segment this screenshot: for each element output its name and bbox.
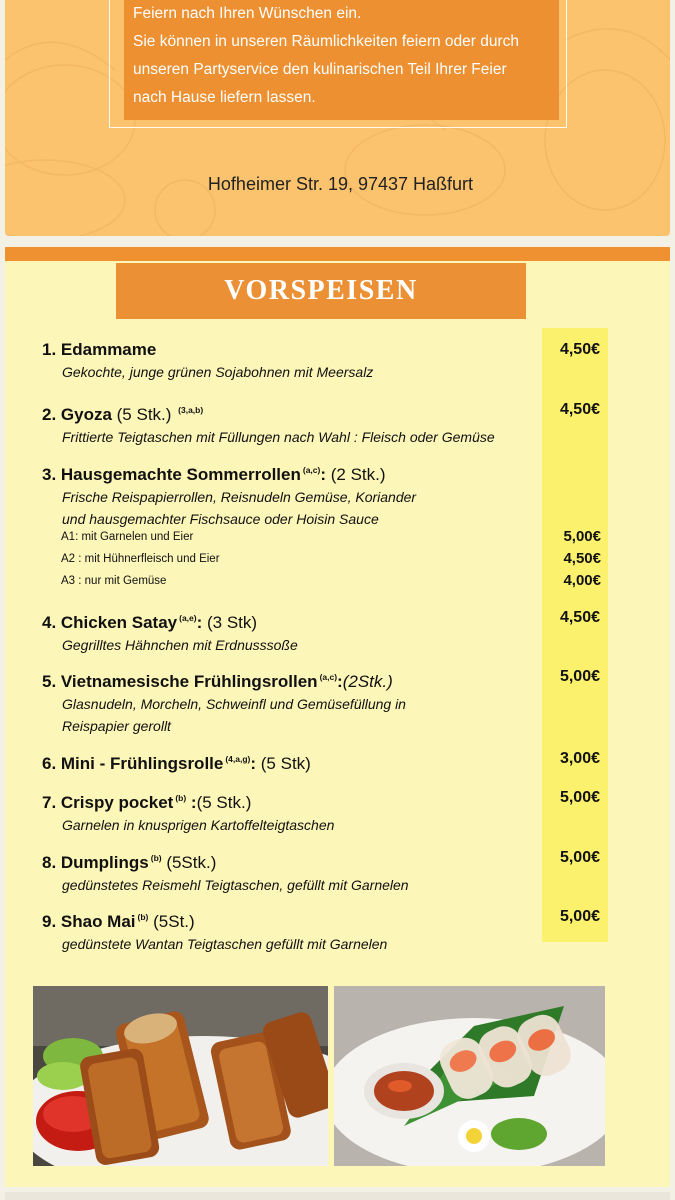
item-name: 2. Gyoza — [42, 405, 112, 424]
menu-item: 6. Mini - Frühlingsrolle $^{(4,a,g)}$: (5 Stk) 3,00€ — [42, 750, 600, 773]
menu-item: 7. Crispy pocket $^{(b)}$ :(5 Stk.) Garnelen in knusprigen Kartoffelteigtaschen 5,00€ — [42, 787, 602, 836]
item-name: 8. Dumplings — [42, 853, 149, 872]
allergen-codes: (b) — [175, 793, 187, 803]
menu-item: 3. Hausgemachte Sommerrollen $^{(a,c)}$: (2 Stk.) Frische Reispapierrollen, Reisnudeln Gemüse, Koriander und hausgemachter Fischsauce oder Hoisin Sauce — [42, 459, 602, 530]
item-portion: (5 Stk.) — [111, 405, 177, 424]
item-variant — [61, 526, 603, 548]
menu-item — [42, 906, 602, 955]
item-portion: (5 Stk) — [256, 754, 311, 773]
allergen-codes: (b) — [150, 853, 162, 863]
item-name: 7. Crispy pocket — [42, 793, 174, 812]
intro-text-box — [124, 0, 559, 120]
menu-item: 4. Chicken Satay $^{(a,e)}$: (3 Stk) Gegrilltes Hähnchen mit Erdnusssoße 4,50€ — [42, 607, 602, 656]
allergen-codes: (4,a,g) — [225, 754, 251, 764]
menu-item: 5. Vietnamesische Frühlingsrollen $^{(a,c)}$:(2Stk.) Glasnudeln, Morcheln, Schweinfl und Gemüsefüllung in Reispapier gerollt 5,00€ — [42, 666, 602, 737]
item-price: 5,00€ — [559, 668, 600, 685]
item-price: 5,00€ — [559, 849, 600, 866]
intro-line: Sie können in unseren Räumlichkeiten feiern oder durch — [133, 33, 520, 50]
item-variant — [61, 570, 603, 592]
item-description: Frische Reispapierrollen, Reisnudeln Gemüse, Koriander — [62, 489, 417, 505]
item-price: 5,00€ — [559, 908, 600, 925]
variant-price: 4,00€ — [563, 572, 601, 589]
allergen-codes: (a,c) — [319, 672, 338, 682]
intro-line: nach Hause liefern lassen. — [133, 89, 316, 106]
section-title: VORSPEISEN — [116, 263, 526, 319]
allergen-codes: (a,c) — [302, 465, 321, 475]
allergen-codes: (3,a,b) — [178, 405, 204, 415]
item-price: 3,00€ — [559, 750, 600, 767]
intro-line: unseren Partyservice den kulinarischen Teil Ihrer Feier — [133, 61, 507, 78]
bottom-divider — [5, 1192, 670, 1200]
summer-rolls-photo — [334, 986, 605, 1166]
allergen-codes: (a,e) — [179, 613, 197, 623]
header-card — [5, 0, 670, 236]
item-portion: (5Stk.) — [161, 853, 217, 872]
item-description: gedünstetes Reismehl Teigtaschen, gefüllt mit Garnelen — [62, 877, 409, 893]
item-price: 4,50€ — [559, 401, 600, 418]
spring-rolls-photo — [33, 986, 328, 1166]
item-price: 4,50€ — [559, 609, 600, 626]
item-price: 5,00€ — [559, 789, 600, 806]
item-price: 4,50€ — [559, 341, 600, 358]
item-name: 1. Edammame — [42, 340, 157, 359]
menu-item — [42, 399, 602, 448]
item-description: Glasnudeln, Morcheln, Schweinfl und Gemüsefüllung in — [62, 696, 406, 712]
item-variant — [61, 548, 603, 570]
menu-item — [42, 847, 602, 896]
address: Hofheimer Str. 19, 97437 Haßfurt — [207, 174, 474, 194]
item-name: 4. Chicken Satay — [42, 613, 178, 632]
item-description: Frittierte Teigtaschen mit Füllungen nach Wahl : Fleisch oder Gemüse — [62, 429, 495, 445]
item-portion: (3 Stk) — [202, 613, 258, 632]
item-name: 3. Hausgemachte Sommerrollen — [42, 465, 301, 484]
item-portion: (2Stk.) — [342, 672, 393, 691]
item-description: Reispapier gerollt — [62, 718, 171, 734]
item-portion: (2 Stk.) — [326, 465, 386, 484]
menu-item — [42, 339, 602, 383]
intro-line: Feiern nach Ihren Wünschen ein. — [133, 5, 362, 22]
item-portion: (5 Stk.) — [196, 793, 252, 812]
item-description: Garnelen in knusprigen Kartoffelteigtaschen — [62, 817, 335, 833]
item-name: 6. Mini - Frühlingsrolle — [42, 754, 224, 773]
item-portion: (5St.) — [148, 912, 195, 931]
item-name: 9. Shao Mai — [42, 912, 136, 931]
variant-price: 5,00€ — [563, 528, 601, 545]
item-description: gedünstete Wantan Teigtaschen gefüllt mit Garnelen — [62, 936, 388, 952]
variant-label: A3 : nur mit Gemüse — [61, 575, 167, 587]
item-description: und hausgemachter Fischsauce oder Hoisin Sauce — [62, 511, 379, 527]
item-description: Gegrilltes Hähnchen mit Erdnusssoße — [62, 637, 298, 653]
menu-card — [5, 247, 670, 1187]
item-name: 5. Vietnamesische Frühlingsrollen — [42, 672, 318, 691]
item-description: Gekochte, junge grünen Sojabohnen mit Meersalz — [62, 364, 374, 380]
variant-label: A2 : mit Hühnerfleisch und Eier — [61, 553, 220, 565]
allergen-codes: (b) — [137, 912, 149, 922]
variant-label: A1: mit Garnelen und Eier — [61, 531, 194, 543]
variant-price: 4,50€ — [563, 550, 601, 567]
